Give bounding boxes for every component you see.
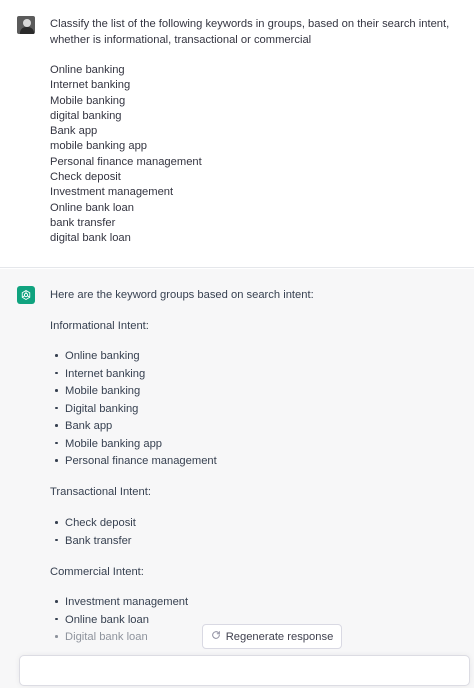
group-heading-commercial: Commercial Intent: — [50, 566, 144, 578]
list-item: Internet banking — [50, 366, 450, 384]
message-input[interactable] — [20, 656, 469, 685]
keyword-item: digital banking — [50, 109, 122, 122]
group-heading-transactional: Transactional Intent: — [50, 486, 151, 498]
regenerate-label: Regenerate response — [225, 630, 334, 643]
regenerate-response-button[interactable] — [202, 624, 342, 649]
list-item: Investment management — [50, 594, 450, 612]
list-item: Mobile banking app — [50, 436, 450, 454]
keyword-item: Personal finance management — [50, 155, 202, 168]
keyword-item: Internet banking — [50, 79, 131, 92]
list-item: Online banking — [50, 348, 450, 366]
list-item: Mobile banking — [50, 383, 450, 401]
keyword-item: Mobile banking — [50, 94, 126, 107]
keyword-item: Check deposit — [50, 171, 121, 184]
user-prompt-text: Classify the list of the following keywords in groups, based on their search intent, whether is informational, transactional or commercial — [50, 18, 450, 46]
list-item: Bank app — [50, 418, 450, 436]
assistant-intro: Here are the keyword groups based on search intent: — [50, 289, 314, 301]
keyword-item: mobile banking app — [50, 140, 148, 153]
refresh-icon — [211, 630, 221, 643]
user-avatar — [17, 16, 35, 34]
list-item: Bank transfer — [50, 533, 450, 551]
list-item: Online bank loan — [50, 612, 450, 630]
list-item: Digital banking — [50, 401, 450, 419]
keyword-item: Bank app — [50, 125, 98, 138]
list-item: Personal finance management — [50, 453, 450, 471]
list-item: Digital bank loan — [50, 629, 450, 647]
keyword-item: bank transfer — [50, 216, 116, 229]
keyword-list — [50, 63, 350, 247]
message-input-container — [19, 655, 470, 686]
group-list-transactional — [50, 515, 450, 550]
group-list-informational — [50, 348, 450, 471]
keyword-item: Online bank loan — [50, 201, 134, 214]
keyword-item: Investment management — [50, 186, 174, 199]
openai-logo-icon — [17, 286, 35, 304]
list-item: Check deposit — [50, 515, 450, 533]
keyword-item: digital bank loan — [50, 232, 131, 245]
group-heading-informational: Informational Intent: — [50, 320, 149, 332]
keyword-item: Online banking — [50, 64, 125, 76]
user-message — [0, 0, 474, 268]
